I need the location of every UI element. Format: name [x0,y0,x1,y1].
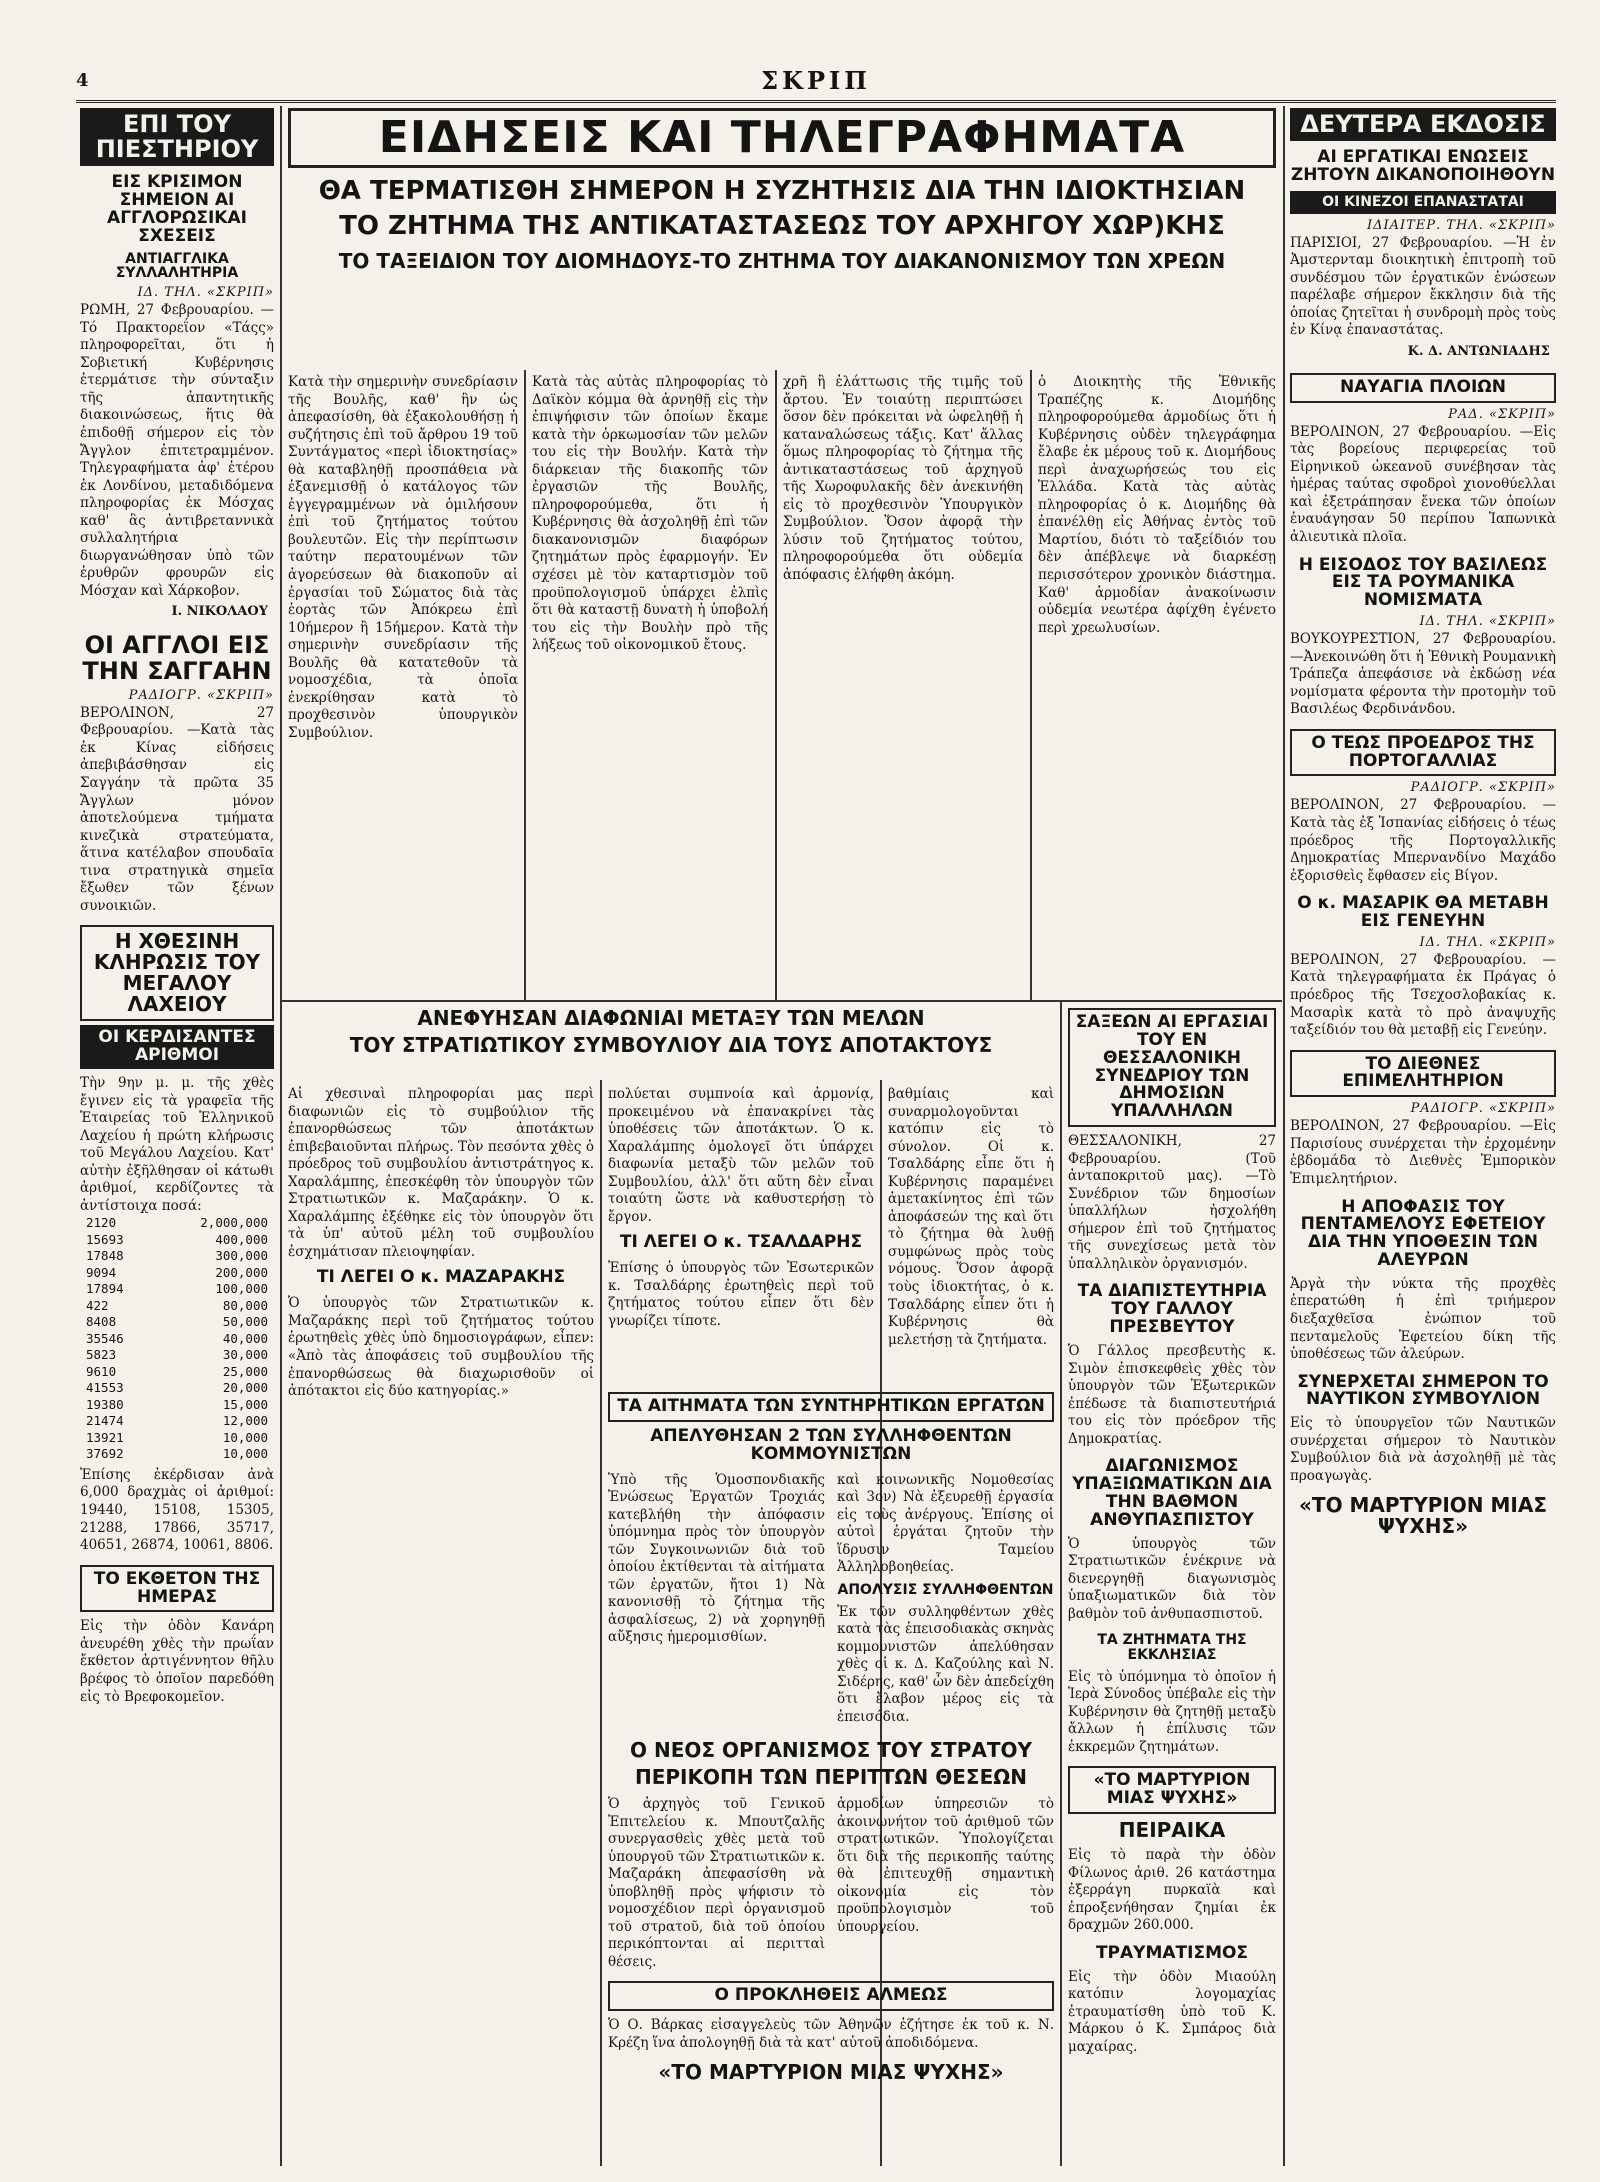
apofasis-headline: Η ΑΠΟΦΑΣΙΣ ΤΟΥ ΠΕΝΤΑΜΕΛΟΥΣ ΕΦΕΤΕΙΟΥ ΔΙΑ ΤΗΝ ΥΠΟΘΕΣΙΝ ΤΩΝ ΑΛΕΥΡΩΝ [1300,1196,1546,1271]
nauagia-text: ΒΕΡΟΛΙΝΟΝ, 27 Φεβρουαρίου. —Εἰς τὰς βορείους περιφερείας τοῦ Εἰρηνικοῦ ὠκεανοῦ συνέβησαν τὰς ἡμέρας ταύτας σφοδροὶ χιονοθύελλαι καὶ ἐξετράπησαν ἔνεκα τῶν ὁποίων ἐναυάγησαν 50 περίπου Ἰαπωνικὰ ἁλιευτικὰ πλοῖα. [1290,423,1556,545]
ekthesis-headline: ΤΟ ΕΚΘΕΤΟΝ ΤΗΣ ΗΜΕΡΑΣ [80,1565,274,1613]
left-title: ΕΠΙ ΤΟΥ ΠΙΕΣΤΗΡΙΟΥ [80,108,274,166]
mid-text-2: πολύεται συμπνοία καὶ ἁρμονίᾳ, προκειμένου νὰ ἐπανακρίνει τὰς ὑποθέσεις τῶν ἀποτάκτων. Ὁ κ. Χαραλάμπης ὁμολογεῖ ὅτι ὑπάρχει διαφωνία μεταξὺ τῶν μελῶν τοῦ Συμβουλίου, ἀλλ' ὅτι αὕτη δὲν εἶναι τοιαύτη ὥστε νὰ καθυστερήσῃ τὸ ἔργον. [608,1086,874,1225]
synerxetai-text: Εἰς τὸ ὑπουργεῖον τῶν Ναυτικῶν συνέρχεται σήμερον τὸ Ναυτικὸν Συμβούλιον διὰ νὰ ἀσχοληθῇ μὲ τὰς προαγωγὰς. [1290,1415,1556,1484]
center-col-1 [288,374,518,994]
table-row [80,1215,274,1232]
mid-text-3: βαθμίαις καὶ συναρμολογοῦνται κατόπιν εἰς τὸ σύνολον. Οἱ κ. Τσαλδάρης εἶπε ὅτι ἡ Κυβέρνησις παραμένει ἀμετακίνητος ἐπὶ τῶν ἀποφάσεών της καὶ ὅτι τὸ ζήτημα θὰ λυθῇ συμφώνως πρὸς τοὺς νόμους. Ὅσον ἀφορᾷ τοὺς ἰδιοκτήτας, ὁ κ. Τσαλδάρης εἶπεν ὅτι ἡ Κυβέρνησις θὰ μελετήσῃ τὰ ζητήματα. [888,1086,1054,1348]
table-row [80,1413,274,1430]
center-col-2 [532,374,768,994]
left-lead-text: ΡΩΜΗ, 27 Φεβρουαρίου. —Τό Πρακτορεΐον «Τάςς» πληροφορεῖται, ὅτι ἡ Σοβιετική Κυβέρνησις ἐτερμάτισε τὴν σύνταξιν τῆς ἀπαντητικῆς διακοινώσεως, ἥτις θὰ ἐπιδοθῇ σήμερον εἰς τὸν Ἄγγλον ἐπιτετραμμένον. Τηλεγραφήματα ἀφ' ἑτέρου ἐκ Λονδίνου, μεταδιδόμενα πληροφορίας ἐκ Μόσχας καθ' ἃς ἀντιβρεταννικὰ συλλαλητήρια διωργανώθησαν ὑπὸ τῶν ἐρυθρῶν φρουρῶν εἰς Μόσχαν καὶ Χάρκοβον. [80,302,274,599]
martyrion-headline: «ΤΟ ΜΑΡΤΥΡΙΟΝ ΜΙΑΣ ΨΥΧΗΣ» [1068,1766,1276,1814]
lottery-kicker: ΟΙ ΚΕΡΔΙΣΑΝΤΕΣ ΑΡΙΘΜΟΙ [80,1025,274,1069]
army-text-1: Ὁ ἀρχηγὸς τοῦ Γενικοῦ Ἐπιτελείου κ. Μπουτζαλῆς συνεργασθεὶς χθὲς μετὰ τοῦ ὑπουργοῦ τῶν Στρατιωτικῶν κ. Μαζαράκη ἀπεφασίσθη νὰ ὑποβληθῇ πρὸς ψήφισιν τὸ νομοσχέδιον περὶ ὀργανισμοῦ τοῦ στρατοῦ, διὰ τοῦ ὁποίου περικόπτονται αἱ περιτταὶ θέσεις. [608,1796,825,1970]
proklithis-text: Ὁ Ο. Βάρκας εἰσαγγελεὺς τῶν Ἀθηνῶν ἐζήτησε ἐκ τοῦ κ. Ν. Κρέζη ἵνα ἀπολογηθῇ διὰ τὰ κατ' αὐτοῦ ἀποδιδόμενα. [608,2017,1054,2051]
lottery-note: Ἐπίσης ἐκέρδισαν ἀνὰ 6,000 δραχμὰς οἱ ἀριθμοί: 19440, 15108, 15305, 21288, 17866, 35717, 40651, 26874, 10061, 8806. [80,1466,274,1554]
basileus-headline: Η ΕΙΣΟΔΟΣ ΤΟΥ ΒΑΣΙΛΕΩΣ ΕΙΣ ΤΑ ΡΟΥΜΑΝΙΚΑ ΝΟΜΙΣΜΑΤΑ [1298,554,1548,611]
masaryk-byline: ΙΔ. ΤΗΛ. «ΣΚΡΙΠ» [1419,934,1556,950]
right-column [1290,108,1556,2166]
lottery-prize: 50,000 [222,1314,268,1330]
lottery-intro: Τὴν 9ην μ. μ. τῆς χθὲς ἔγινεν εἰς τὰ γραφεῖα τῆς Ἑταιρείας τοῦ Ἑλληνικοῦ Λαχείου ἡ πρώτη κλήρωσις τοῦ Μεγάλου Λαχείου. Κατ' αὐτὴν ἐξῆλθησαν οἱ κάτωθι ἀριθμοί, κερδίζοντες τὰ ἀντίστοιχα ποσά: [80,1075,274,1214]
masaryk-text: ΒΕΡΟΛΙΝΟΝ, 27 Φεβρουαρίου. —Κατὰ τηλεγραφήματα ἐκ Πράγας ὁ πρόεδρος τῆς Τσεχοσλοβακίας κ. Μασαρὶκ κατὰ τὸ πρὸ ἀναψυχῆς ταξείδιόν του θὰ μεταβῇ εἰς Γενεύην. [1290,951,1556,1039]
portugal-byline: ΡΑΔΙΟΓΡ. «ΣΚΡΙΠ» [1410,780,1556,796]
basileus-byline: ΙΔ. ΤΗΛ. «ΣΚΡΙΠ» [1419,614,1556,630]
column-rule [775,370,777,1000]
left-kicker: ΕΙΣ ΚΡΙΣΙΜΟΝ ΣΗΜΕΙΟΝ ΑΙ ΑΓΓΛΟΡΩΣΙΚΑΙ ΣΧΕΣΕΙΣ [107,172,247,246]
mid-text-1b: Ὁ ὑπουργὸς τῶν Στρατιωτικῶν κ. Μαζαράκης περὶ τοῦ ζητήματος τούτου ἐρωτηθεὶς χθὲς ὑπὸ δημοσιογράφων, εἶπεν: «Ἀπὸ τὰς ἀποφάσεις τοῦ συμβουλίου τῆς ἐπανορθώσεως θὰ διαχωρισθοῦν οἱ ἀπότακτοι εἰς δύο κατηγορίας.» [288,1295,594,1400]
army-head-2: ΠΕΡΙΚΟΠΗ ΤΩΝ ΠΕΡΙΤΤΩΝ ΘΕΣΕΩΝ [634,1765,1027,1789]
tsaldaris-subhead: ΤΙ ΛΕΓΕΙ Ο κ. ΤΣΑΛΔΑΡΗΣ [619,1232,863,1253]
column-rule [524,370,526,1000]
lottery-prize: 10,000 [222,1446,268,1462]
apolysis-subhead: ΑΠΟΛΥΣΙΣ ΣΥΛΛΗΦΘΕΝΤΩΝ [837,1581,1054,1598]
mid-col-2 [608,1086,874,1386]
basileus-text: ΒΟΥΚΟΥΡΕΣΤΙΟΝ, 27 Φεβρουαρίου. —Ἀνεκοινώθη ὅτι ἡ Ἐθνικὴ Ρουμανικὴ Τράπεζα ἀπεφάσισε νὰ ἐκδώσῃ νέα νομίσματα φέροντα τὴν προτομὴν τοῦ Βασιλέως Φερδινάνδου. [1290,631,1556,718]
workers-head-1: ΤΑ ΑΙΤΗΜΑΤΑ ΤΩΝ ΣΥΝΤΗΡΗΤΙΚΩΝ ΕΡΓΑΤΩΝ [608,1392,1054,1422]
table-row [80,1281,274,1298]
left-subtitle: ΑΝΤΙΑΓΓΛΙΚΑ ΣΥΛΛΑΛΗΤΗΡΙΑ [115,250,239,282]
lottery-number: 13921 [86,1429,124,1445]
column-rule [1060,1000,1062,2166]
lottery-prize: 10,000 [222,1429,268,1445]
table-row [80,1232,274,1249]
lottery-prize: 20,000 [222,1380,268,1396]
left-column [80,108,274,2166]
saggai-headline: ΟΙ ΑΓΓΛΟΙ ΕΙΣ ΤΗΝ ΣΑΓΓΑΗΝ [82,631,272,685]
mid-text-1: Αἱ χθεσιναὶ πληροφορίαι μας περὶ διαφωνιῶν εἰς τὸ συμβούλιον τῆς ἐπανορθώσεως τῶν ἀποτάκτων ἐπιβεβαιοῦνται πλήρως. Τὸν πεσόντα χθὲς ὁ πρόεδρος τοῦ συμβουλίου ἀντιστράτηγος κ. Χαραλάμπης, ἐπεσκέφθη τὸν ὑπουργὸν τῶν Στρατιωτικῶν κ. Μαζαράκην. Ὁ κ. Χαραλάμπης ἐξέθηκε εἰς τὸν ὑπουργὸν ὅτι τὰ ὑπ' αὐτοῦ μέλη τοῦ συμβουλίου ἐσχημάτισαν πλειοψηφίαν. [288,1086,594,1260]
left-signature: Ι. ΝΙΚΟΛΑΟΥ [171,604,268,620]
lottery-number: 37692 [86,1446,124,1462]
lottery-number: 17848 [86,1248,124,1264]
mazarakis-subhead: ΤΙ ΛΕΓΕΙ Ο κ. ΜΑΖΑΡΑΚΗΣ [316,1267,566,1288]
lottery-number: 35546 [86,1330,124,1346]
portugal-headline: Ο ΤΕΩΣ ΠΡΟΕΔΡΟΣ ΤΗΣ ΠΟΡΤΟΓΑΛΛΙΑΣ [1290,729,1556,777]
center-text-3: χρῆ ἢ ἐλάττωσις τῆς τιμῆς τοῦ ἄρτου. Ἐν τοιαύτῃ περιπτώσει ὅσον δὲν πρόκειται νὰ ὠφεληθῇ ἡ καταναλώσεως τάξις. Κατ' ἄλλας ὅμως πληροφορίας τὸ ζήτημα τῆς ἀντικαταστάσεως τοῦ ἀρχηγοῦ τῆς Χωροφυλακῆς δὲν ἀνεκινήθη εἰς τὸ προχθεσινὸν Ὑπουργικὸν Συμβούλιον. Ὅσον ἀφορᾷ τὴν λύσιν τοῦ ζητήματος τούτου, πληροφορούμεθα ὅτι οὐδεμία ἀπόφασις ἐλήφθη ἀκόμη. [783,374,1023,584]
synerxetai-headline: ΣΥΝΕΡΧΕΤΑΙ ΣΗΜΕΡΟΝ ΤΟ ΝΑΥΤΙΚΟΝ ΣΥΜΒΟΥΛΙΟΝ [1297,1371,1549,1410]
mid-banner-1: ΑΝΕΦΥΗΣΑΝ ΔΙΑΦΩΝΙΑΙ ΜΕΤΑΞΥ ΤΩΝ ΜΕΛΩΝ [417,1008,925,1030]
lottery-results-table [80,1215,274,1463]
lottery-number: 422 [86,1297,109,1313]
center-text-1: Κατὰ τὴν σημερινὴν συνεδρίασιν τῆς Βουλῆς, καθ' ἣν ὡς ἀπεφασίσθη, θὰ ἐξακολουθήσῃ ἡ συζήτησις ἐπὶ τοῦ ἄρθρου 19 τοῦ Συντάγματος «περὶ ἰδιοκτησίας» θὰ καταβληθῇ προσπάθεια νὰ ἐξανεμισθῇ ὁ κατάλογος τῶν ἐγγεγραμμένων νὰ ὁμιλήσουν ἐπὶ τοῦ ζητήματος τούτου βουλευτῶν. Εἰς τὴν περίπτωσιν ταύτην περατουμένων τῶν ἀγορεύσεων θὰ διακοποῦν αἱ ἐργασίαι τοῦ Σώματος διὰ τὰς ἑορτὰς τῶν Ἀπόκρεω ἐπὶ 10ήμερον ἢ 15ήμερον. Κατὰ τὴν σημερινὴν συνεδρίασιν τῆς Βουλῆς θὰ κατατεθοῦν τὰ νομοσχέδια, τὰ ὁποῖα ἐνεκρίθησαν κατὰ τὸ προχθεσινὸν ὑπουργικὸν Συμβούλιον. [288,374,518,741]
mid-right-column [1068,1008,1276,2166]
table-row [80,1446,274,1463]
table-row [80,1397,274,1414]
thessaloniki-headline: ΣΑΞΕΩΝ ΑΙ ΕΡΓΑΣΙΑΙ ΤΟΥ ΕΝ ΘΕΣΣΑΛΟΝΙΚΗ ΣΥΝΕΔΡΙΟΥ ΤΩΝ ΔΗΜΟΣΙΩΝ ΥΠΑΛΛΗΛΩΝ [1068,1008,1276,1127]
lottery-prize: 80,000 [222,1297,268,1313]
lottery-prize: 300,000 [215,1248,268,1264]
traumatismos-text: Εἰς τὴν ὁδὸν Μιαούλη κατόπιν λογομαχίας ἐτραυματίσθη ὑπὸ τοῦ Κ. Μάρκου ὁ Κ. Σμπάρος διὰ μαχαίρας. [1068,1968,1276,2055]
table-row [80,1430,274,1447]
center-head-3: ΤΟ ΤΑΞΕΙΔΙΟΝ ΤΟΥ ΔΙΟΜΗΔΟΥΣ-ΤΟ ΖΗΤΗΜΑ ΤΟΥ ΔΙΑΚΑΝΟΝΙΣΜΟΥ ΤΩΝ ΧΡΕΩΝ [338,248,1226,273]
section-rule [282,1000,1282,1002]
table-row [80,1380,274,1397]
right-title: ΔΕΥΤΕΡΑ ΕΚΔΟΣΙΣ [1290,108,1556,141]
lottery-prize: 12,000 [222,1413,268,1429]
mid-col-1 [288,1086,594,2166]
lottery-headline: Η ΧΘΕΣΙΝΗ ΚΛΗΡΩΣΙΣ ΤΟΥ ΜΕΓΑΛΟΥ ΛΑΧΕΙΟΥ [80,925,274,1021]
nauagia-headline: ΝΑΥΑΓΙΑ ΠΛΟΙΩΝ [1290,373,1556,403]
column-rule [1283,106,1285,2166]
center-head-2: ΤΟ ΖΗΤΗΜΑ ΤΗΣ ΑΝΤΙΚΑΤΑΣΤΑΣΕΩΣ ΤΟΥ ΑΡΧΗΓΟΥ ΧΩΡ)ΚΗΣ [339,211,1225,242]
column-rule [1030,370,1032,1000]
left-byline: ΙΔ. ΤΗΛ. «ΣΚΡΙΠ» [137,285,274,301]
center-top [288,108,1276,366]
table-row [80,1248,274,1265]
center-head-1: ΘΑ ΤΕΡΜΑΤΙΣΘΗ ΣΗΜΕΡΟΝ Η ΣΥΖΗΤΗΣΙΣ ΔΙΑ ΤΗΝ ΙΔΙΟΚΤΗΣΙΑΝ [318,176,1246,207]
paper-name: ΣΚΡΙΠ [761,66,871,95]
traumatismos-headline: ΤΡΑΥΜΑΤΙΣΜΟΣ [1095,1942,1249,1963]
diagonismos-text: Ὁ ὑπουργὸς τῶν Στρατιωτικῶν ἐνέκρινε νὰ διενεργηθῇ διαγωνισμὸς ὑπαξιωματικῶν διὰ τὸν βαθμὸν τοῦ ἀνθυπασπιστοῦ. [1068,1535,1276,1622]
peiraika-headline: ΠΕΙΡΑΙΚΑ [1118,1818,1226,1843]
column-rule [600,1080,602,2166]
lottery-number: 15693 [86,1231,124,1247]
martyrion-headline-2: «ΤΟ ΜΑΡΤΥΡΙΟΝ ΜΙΑΣ ΨΥΧΗΣ» [658,2060,1004,2085]
army-article [608,1740,1054,2166]
right-lead-text: ΠΑΡΙΣΙΟΙ, 27 Φεβρουαρίου. —Ἡ ἐν Ἀμστερνταμ διοικητικὴ ἐπιτροπὴ τοῦ συνδέσμου τῶν ἐργατικῶν ἑνώσεων παρέλαβε σήμερον ἔκκλησιν διὰ τῆς ὁποίας ζητεῖται ἡ συνδρομὴ πρὸς τοὺς ἐν Κίνᾳ ἐπαναστάτας. [1290,234,1556,339]
lottery-prize: 25,000 [222,1363,268,1379]
right-subtitle: ΟΙ ΚΙΝΕΖΟΙ ΕΠΑΝΑΣΤΑΤΑΙ [1290,191,1556,214]
lottery-number: 8408 [86,1314,117,1330]
apofasis-text: Ἀργὰ τὴν νύκτα τῆς προχθὲς ἐπερατώθη ἡ ἐπὶ τριήμερον διεξαχθεῖσα ἐνώπιον τοῦ πενταμελοῦς Ἐφετείου δίκη τῆς ὑποθέσεως τῶν ἀλεύρων. [1290,1275,1556,1363]
portugal-text: ΒΕΡΟΛΙΝΟΝ, 27 Φεβρουαρίου. —Κατὰ τὰς ἐξ Ἱσπανίας εἰδήσεις ὁ τέως πρόεδρος τῆς Πορτογαλλικῆς Δημοκρατίας Μπερνανδίνο Μαχάδο ἐξορισθεὶς ἔφθασεν εἰς Βίγον. [1290,797,1556,884]
center-col-3 [783,374,1023,994]
army-head-1: Ο ΝΕΟΣ ΟΡΓΑΝΙΣΜΟΣ ΤΟΥ ΣΤΡΑΤΟΥ [630,1740,1032,1762]
center-col-4 [1038,374,1276,994]
column-rule [280,106,282,2166]
table-row [80,1265,274,1282]
lottery-prize: 400,000 [215,1231,268,1247]
lottery-prize: 30,000 [222,1347,268,1363]
lottery-number: 17894 [86,1281,124,1297]
thessaloniki-text: ΘΕΣΣΑΛΟΝΙΚΗ, 27 Φεβρουαρίου. (Τοῦ ἀνταποκριτοῦ μας). —Τὸ Συνέδριον τῶν δημοσίων ὑπαλλήλων ἠσχολήθη σήμερον ἐπὶ τοῦ ζητήματος τῆς συνεχίσεως μετὰ τὸν ὑπαλληλικὸν ὀργανισμόν. [1068,1133,1276,1272]
martyrion-right-headline: «ΤΟ ΜΑΡΤΥΡΙΟΝ ΜΙΑΣ ΨΥΧΗΣ» [1299,1493,1547,1539]
mid-banner-2: ΤΟΥ ΣΤΡΑΤΙΩΤΙΚΟΥ ΣΥΜΒΟΥΛΙΟΥ ΔΙΑ ΤΟΥΣ ΑΠΟΤΑΚΤΟΥΣ [349,1033,993,1057]
table-row [80,1298,274,1315]
galloi-text: Ὁ Γάλλος πρεσβευτὴς κ. Σιμὸν ἐπισκεφθεὶς χθὲς τὸν ὑπουργὸν τῶν Ἐξωτερικῶν ἐπέδωσε τὰ διαπιστευτήριά του εἰς τὸν πρόεδρον τῆς Δημοκρατίας. [1068,1342,1276,1447]
lottery-number: 9610 [86,1363,117,1379]
right-kicker: ΑΙ ΕΡΓΑΤΙΚΑΙ ΕΝΩΣΕΙΣ ΖΗΤΟΥΝ ΔΙΚΑΝΟΠΟΙΗΘΟΥΝ [1290,147,1556,186]
lottery-prize: 15,000 [222,1396,268,1412]
workers-head-2: ΑΠΕΛΥΘΗΣΑΝ 2 ΤΩΝ ΣΥΛΛΗΦΘΕΝΤΩΝ ΚΟΜΜΟΥΝΙΣΤΩΝ [650,1425,1012,1464]
center-text-2: Κατὰ τὰς αὐτὰς πληροφορίας τὸ Δαϊκὸν κόμμα θὰ ἀρνηθῇ εἰς τὴν ἐπιψήφισιν τῶν ὁποίων ἔκαμε κατὰ τὴν ὁρκωμοσίαν τῶν μελῶν του εἰς τὴν Βουλήν. Κατὰ τὴν διάρκειαν τῆς διακοπῆς τῶν ἐργασιῶν τῆς Βουλῆς, πληροφορούμεθα, ὅτι ἡ Κυβέρνησις θὰ ἀσχοληθῇ ἐπὶ τῶν διακανονισμῶν διαφόρων ζητημάτων πρὸς ἐφαρμογήν. Ἐν σχέσει μὲ τὸν καταρτισμὸν τοῦ προϋπολογισμοῦ ὑπάρχει ἐλπὶς ὅτι θὰ καταστῇ δυνατὴ ἡ ὑποβολή του εἰς τὴν Βουλὴν πρὸ τῆς λήξεως τοῦ οἰκονομικοῦ ἔτους. [532,374,768,654]
nauagia-byline: ΡΑΔ. «ΣΚΡΙΠ» [1448,406,1556,422]
lottery-prize: 2,000,000 [200,1215,268,1231]
workers-text-2: καὶ κοινωνικῆς Νομοθεσίας καὶ 3ον) Νὰ ἐξευρεθῇ ἐργασία εἰς τοὺς ἀνέργους. Ἐπίσης οἱ αὐτοὶ ἐργάται ζητοῦν τὴν ἵδρυσιν Ταμείου Ἀλληλοβοηθείας. [837,1471,1054,1576]
masthead [76,66,1556,103]
masaryk-headline: Ο κ. ΜΑΣΑΡΙΚ ΘΑ ΜΕΤΑΒΗ ΕΙΣ ΓΕΝΕΥΗΝ [1297,893,1549,932]
right-signature: Κ. Δ. ΑΝΤΩΝΙΑΔΗΣ [1407,343,1550,359]
lottery-number: 9094 [86,1264,117,1280]
saggai-text: ΒΕΡΟΛΙΝΟΝ, 27 Φεβρουαρίου. —Κατὰ τὰς ἐκ Κίνας εἰδήσεις ἀπεβιβάσθησαν εἰς Σαγγάην τὰ πρῶτα 35 Ἄγγλων μόνον ἀποτελούμενα τμήματα κινεζικὰ στρατεύματα, ἅτινα κατέλαβον σπουδαῖα τινα στρατηγικὰ σημεῖα ἔξωθεν τῶν ξένων συνοικιῶν. [80,704,274,914]
lottery-number: 2120 [86,1215,117,1231]
center-banner: ΕΙΔΗΣΕΙΣ ΚΑΙ ΤΗΛΕΓΡΑΦΗΜΑΤΑ [288,108,1276,168]
ekthesis-text: Εἰς τὴν ὁδὸν Κανάρη ἀνευρέθη χθὲς τὴν πρωΐαν ἔκθετον ἀρτιγέννητον θῆλυ βρέφος τὸ ὁποῖον παρεδόθη εἰς τὸ Βρεφοκομεῖον. [80,1618,274,1705]
table-row [80,1331,274,1348]
lottery-number: 41553 [86,1380,124,1396]
lottery-number: 19380 [86,1396,124,1412]
mid-banner [288,1008,1054,1078]
lottery-number: 5823 [86,1347,117,1363]
ekklisia-headline: ΤΑ ΖΗΤΗΜΑΤΑ ΤΗΣ ΕΚΚΛΗΣΙΑΣ [1097,1632,1247,1664]
army-text-2: ἁρμοδίων ὑπηρεσιῶν τὸ ἀκοινωνήτον τοῦ ἀριθμοῦ τῶν στρατιωτικῶν. Ὑπολογίζεται ὅτι διὰ τῆς περικοπῆς ταύτης θὰ ἐπιτευχθῇ σημαντικὴ οἰκονομία εἰς τὸν προϋπολογισμὸν τοῦ ὑπουργείου. [837,1796,1054,1935]
table-row [80,1314,274,1331]
lottery-prize: 200,000 [215,1264,268,1280]
workers-article [608,1392,1054,1732]
diagonismos-headline: ΔΙΑΓΩΝΙΣΜΟΣ ΥΠΑΞΙΩΜΑΤΙΚΩΝ ΔΙΑ ΤΗΝ ΒΑΘΜΟΝ ΑΝΘΥΠΑΣΠΙΣΤΟΥ [1072,1456,1272,1530]
proklithis-headline: Ο ΠΡΟΚΛΗΘΕΙΣ ΑΛΜΕΩΣ [608,1981,1054,2011]
diethnes-text: ΒΕΡΟΛΙΝΟΝ, 27 Φεβρουαρίου. —Εἰς Παρισίους συνέρχεται τὴν ἐρχομένην ἑβδομάδα τὸ Διεθνὲς Ἐμπορικὸν Ἐπιμελητήριον. [1290,1118,1556,1187]
page-number: 4 [76,70,89,91]
table-row [80,1364,274,1381]
diethnes-byline: ΡΑΔΙΟΓΡ. «ΣΚΡΙΠ» [1410,1101,1556,1117]
galloi-headline: ΤΑ ΔΙΑΠΙΣΤΕΥΤΗΡΙΑ ΤΟΥ ΓΑΛΛΟΥ ΠΡΕΣΒΕΥΤΟΥ [1077,1281,1267,1338]
saggai-byline: ΡΑΔΙΟΓΡ. «ΣΚΡΙΠ» [128,687,274,703]
right-byline: ΙΔΙΑΙΤΕΡ. ΤΗΛ. «ΣΚΡΙΠ» [1366,217,1556,233]
ekklisia-text: Εἰς τὸ ὑπόμνημα τὸ ὁποῖον ἡ Ἱερὰ Σύνοδος ὑπέβαλε εἰς τὴν Κυβέρνησιν θὰ ζητηθῇ μεταξὺ ἄλλων ἡ ἐπίλυσις τῶν ἐκκρεμῶν ζητημάτων. [1068,1668,1276,1755]
lottery-prize: 40,000 [222,1330,268,1346]
workers-text-1: Ὑπὸ τῆς Ὁμοσπονδιακῆς Ἑνώσεως Ἐργατῶν Τροχιάς κατεβλήθη τὴν ἀπόφασιν ὑπόμνημα πρὸς τὸν ὑπουργὸν τῶν Συγκοινωνιῶν διὰ τοῦ ὁποίου ἐκτίθενται τὰ αἰτήματα τῶν ἐργατῶν, ἤτοι 1) Νὰ κανονισθῇ τὸ ζήτημα τῆς ἀσφαλίσεως, 2) νὰ χορηγηθῇ αὔξησις ἡμερομισθίων. [608,1471,825,1646]
center-text-4: ὁ Διοικητὴς τῆς Ἐθνικῆς Τραπέζης κ. Διομήδης πληροφορούμεθα ἁρμοδίως ὅτι ἡ Κυβέρνησις οὐδὲν τηλεγράφημα ἔλαβε ἐκ μέρους τοῦ κ. Διομήδους περὶ ἀναχωρήσεώς του εἰς Ἑλλάδα. Κατὰ τὰς αὐτὰς πληροφορίας ὁ κ. Διομήδης θὰ ἐπανέλθῃ εἰς Ἀθήνας ἐντὸς τοῦ Μαρτίου, διότι τὸ ταξείδιόν του δὲν ἀπέβλεψε νὰ διαρκέσῃ περισσότερον χρονικὸν διάστημα. Καθ' ἁρμοδίαν ἀνακοίνωσιν οὐδεμία νεωτέρα ἀφίχθη ἐγένετο περὶ χρεωλυσίων. [1038,374,1276,636]
peiraika-text: Εἰς τὸ παρὰ τὴν ὁδὸν Φίλωνος ἀριθ. 26 κατάστημα ἐξερράγη πυρκαϊὰ καὶ ἐπροξενήθησαν ζημίαι ἐκ δραχμῶν 260.000. [1068,1847,1276,1934]
workers-text-2b: Ἐκ τῶν συλληφθέντων χθὲς κατὰ τὰς ἐπεισοδιακὰς σκηνὰς κομμουνιστῶν ἀπελύθησαν χθὲς οἱ κ. Δ. Καζούλης καὶ Ν. Σιδέρης, καθ' ὧν δὲν ἀπεδείχθη ὅτι ἔλαβον μέρος εἰς τὰ ἐπεισόδια. [837,1603,1054,1725]
diethnes-headline: ΤΟ ΔΙΕΘΝΕΣ ΕΠΙΜΕΛΗΤΗΡΙΟΝ [1290,1050,1556,1098]
table-row [80,1347,274,1364]
lottery-prize: 100,000 [215,1281,268,1297]
mid-col-3 [888,1086,1054,1386]
mid-text-2b: Ἐπίσης ὁ ὑπουργὸς τῶν Ἐσωτερικῶν κ. Τσαλδάρης ἐρωτηθεὶς περὶ τοῦ ζητήματος τούτου εἶπεν ὅτι δὲν γνωρίζει τίποτε. [608,1260,874,1329]
lottery-number: 21474 [86,1413,124,1429]
